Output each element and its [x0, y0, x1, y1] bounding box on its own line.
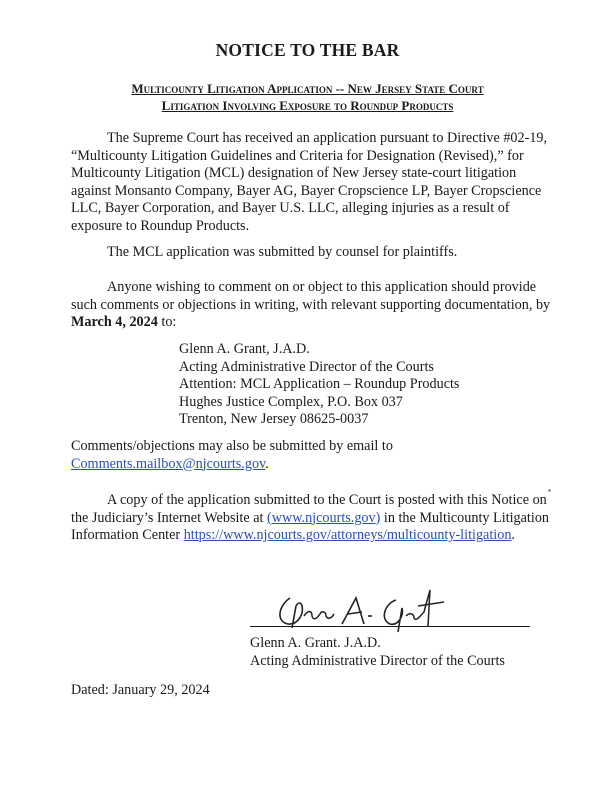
website-text-end: .: [511, 527, 515, 544]
notice-subtitle: [40, 80, 575, 114]
paragraph-submitted: The MCL application was submitted by counsel for plaintiffs.: [107, 244, 458, 260]
paragraph-email: [71, 438, 551, 473]
mcl-link[interactable]: https://www.njcourts.gov/attorneys/multicounty-litigation: [183, 527, 512, 544]
address-line: Hughes Justice Complex, P.O. Box 037: [179, 393, 403, 410]
paragraph-application: The Supreme Court has received an application pursuant to Directive #02-19, “Multicounty Litigation Guidelines and Criteria for Designation (Revised),” for Multicounty Litigation (MCL) designation of New Jersey state-court litigation against Monsanto Company, Bayer AG, Bayer Cropscience LP, Bayer Cropscience LLC, Bayer Corporation, and Bayer U.S. LLC, alleging injuries as a result of exposure to Roundup Products.: [71, 130, 548, 234]
subtitle-line-1: Multicounty Litigation Application -- New Jersey State Court: [131, 81, 484, 96]
website-link[interactable]: (www.njcourts.gov): [266, 509, 381, 526]
signer-name: Glenn A. Grant. J.A.D.: [250, 635, 381, 651]
comments-text: Anyone wishing to comment on or object to this application should provide such comments or objections in writing, with relevant supporting documentation, by: [71, 279, 551, 313]
address-line: Trenton, New Jersey 08625-0037: [179, 411, 369, 428]
email-text-end: .: [265, 455, 269, 472]
deadline-date: March 4, 2024: [71, 314, 158, 331]
signature-line: [250, 626, 530, 627]
dated-line: Dated: January 29, 2024: [71, 682, 210, 698]
signature-image: [268, 576, 448, 636]
page-title: NOTICE TO THE BAR: [215, 40, 400, 60]
website-text: A copy of the application submitted to the Court is posted with this Notice on the Judiciary’s Internet Website at: [71, 492, 547, 526]
address-line: Attention: MCL Application – Roundup Products: [179, 376, 460, 393]
address-line: Acting Administrative Director of the Courts: [179, 358, 434, 375]
comments-text-end: to:: [157, 314, 177, 331]
paragraph-comments: [71, 279, 551, 332]
website-text-mid: in the Multicounty Litigation Information Center: [71, 509, 550, 544]
mailing-address: [179, 341, 539, 429]
signer-title: Acting Administrative Director of the Courts: [250, 653, 505, 669]
address-line: Glenn A. Grant, J.A.D.: [179, 341, 310, 357]
email-text: Comments/objections may also be submitted by email to: [71, 438, 393, 454]
paragraph-website: [71, 492, 551, 545]
subtitle-line-2: Litigation Involving Exposure to Roundup Products: [161, 98, 454, 113]
signer-block: [250, 634, 580, 670]
email-link[interactable]: Comments.mailbox@njcourts.gov: [71, 455, 266, 472]
